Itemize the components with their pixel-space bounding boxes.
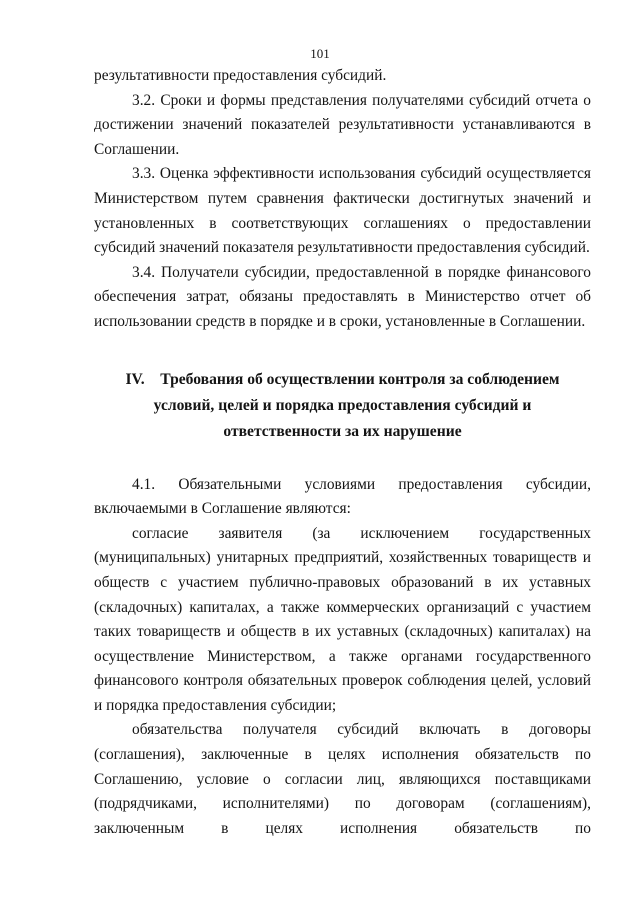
paragraph-continuation: результативности предоставления субсидий. [94, 67, 387, 84]
document-body [94, 64, 591, 841]
page-number: 101 [310, 46, 330, 61]
section-number: IV. [125, 370, 145, 388]
paragraph-obligations: обязательства получателя субсидий включать в договоры (соглашения), заключенные в целях исполнения обязательств по Соглашению, условие о согласии лиц, являющихся поставщиками (подрядчиками, исполнителями) по договорам (соглашениям), заключенным в целях исполнения обязательств по [94, 721, 591, 837]
paragraph-4-1: 4.1. Обязательными условиями предоставления субсидии, включаемыми в Соглашение являются: [94, 475, 591, 518]
paragraph-consent: согласие заявителя (за исключением государственных (муниципальных) унитарных предприятий, хозяйственных товариществ и обществ с участием публично-правовых образований в их уставных (складочных) капиталах, а также коммерческих организаций с участием таких товариществ и обществ в их уставных (складочных) капиталах) на осуществление Министерством, а также органами государственного финансового контроля обязательных проверок соблюдения целей, условий и порядка предоставления субсидии; [94, 524, 591, 714]
paragraph-3-4: 3.4. Получатели субсидии, предоставленной в порядке финансового обеспечения затрат, обязаны предоставлять в Министерство отчет об использовании средств в порядке и в сроки, установленные в Соглашении. [94, 263, 591, 330]
paragraph-3-3: 3.3. Оценка эффективности использования субсидий осуществляется Министерством путем сравнения фактически достигнутых значений и установленных в соответствующих соглашениях о предоставлении субсидий значений показателя результативности предоставления субсидий. [94, 165, 591, 257]
section-title: Требования об осуществлении контроля за соблюдением условий, целей и порядка предоставления субсидий и ответственности за их нарушение [153, 370, 560, 440]
section-heading [94, 367, 591, 445]
paragraph-3-2: 3.2. Сроки и формы представления получателями субсидий отчета о достижении значений показателей результативности устанавливаются в Соглашении. [94, 91, 591, 158]
